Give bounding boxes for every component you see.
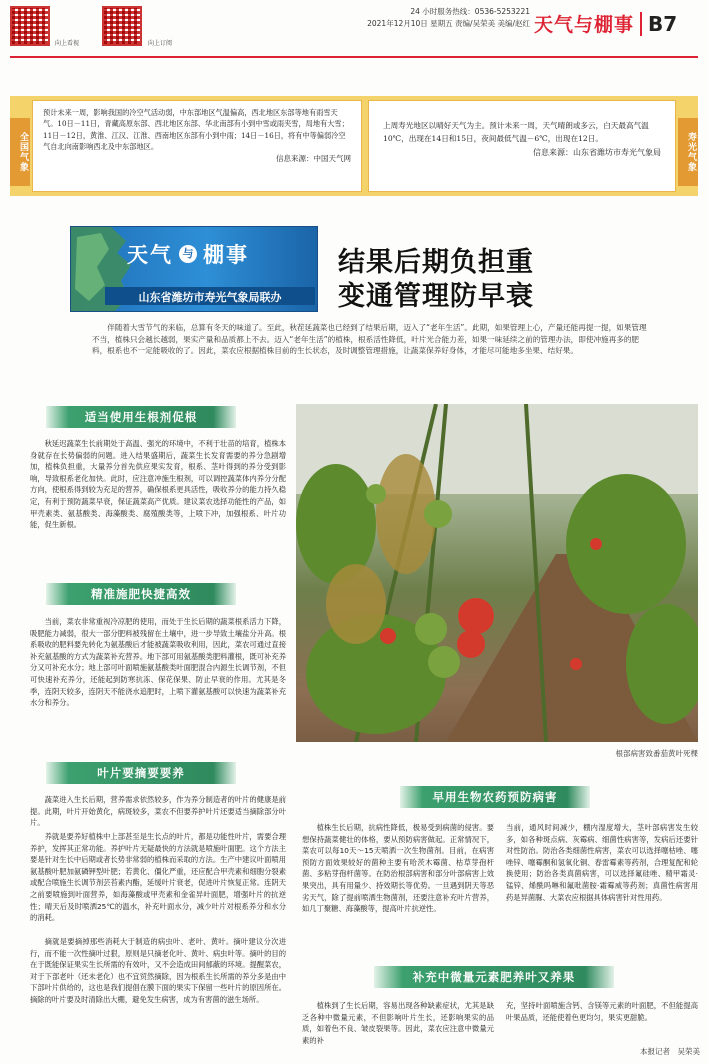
hotline: 24 小时服务热线：0536-5253221 (410, 7, 530, 16)
national-weather-tag: 全国气象 (10, 118, 30, 186)
intro-paragraph: 伴随着大雪节气的来临，总算有冬天的味道了。至此，秋茬延蔬菜也已经到了结果后期，迈入了“老年生活”。此期，如果管理上心，产量还能再提一提，如果管理不当，植株只会越长越弱，果实产量和品质都上不去。迈入“老年生活”的植株，根系活性降低，叶片光合能力差，如果一味延续之前的管理办法，即使冲施再多的肥料，根系也不一定能吸收的了。因此，菜农应根据植株目前的生长状态，及时调整管理措施，让蔬菜保养好身体，才能尽可能地多坐果、结好果。 (92, 323, 647, 355)
body-rooting-agent: 秋延迟蔬菜生长前期处于高温、强光的环境中，不利于壮苗的培育，植株本身就存在长势偏弱的问题。进入结果盛期后，蔬菜生长发育需要的养分急剧增加，植株负担重，大量养分首先供应果实发育，根系、茎叶得到的养分受到影响，导致根系老化加快。此时，应注意冲施生根剂，可以调控蔬菜体内养分分配方向，使根系得到较为充足的营养，确保根系更具活性，吸收养分的能力持久稳定，有利于预防蔬菜早衰，保证蔬菜高产优质。建议菜农选择功能性的产品，如甲壳素类、氨基酸类、海藻酸类、腐殖酸类等，上喷下冲，加强根系、叶片功能，促生新根。 (30, 439, 286, 530)
qr-code-2[interactable] (102, 6, 142, 46)
body-micronutrients-col2: 充，坚持叶面喷施含钙、含镁等元素的叶面肥，不但能提高叶果品质，还能使着色更均匀，果实更甜脆。 (506, 1001, 698, 1022)
headline (338, 246, 678, 314)
headline-line-2: 变通管理防早衰 (338, 281, 534, 312)
body-bio-pesticide-col1: 植株生长后期，抗病性降低，极易受到病菌的侵害。要想保持蔬菜健壮的体格，要从预防病害做起。正常情况下，菜农可以每10天～15天喷洒一次生物菌剂。目前，在病害预防方面效果较好的菌种主要有哈茨木霉菌、枯草芽孢杆菌、多粘芽孢杆菌等。在防治根部病害和部分叶部病害上效果突出，具有用量少、持效期长等优势。一旦遇到阴天等恶劣天气，除了提前喷洒生物菌剂，还要注意补充叶片营养，如几丁聚糖、海藻酸等，提高叶片抗逆性。 (302, 823, 494, 914)
dateline: 2021年12月10日 星期五 责编/吴荣美 美编/赵红 (367, 19, 530, 28)
section-title: 天气与棚事 (534, 14, 635, 36)
qr-code-icon (10, 6, 50, 46)
subhead-micronutrients: 补充中微量元素肥养叶又养果 (374, 966, 614, 988)
page-number: B7 (640, 12, 677, 36)
qr-label-1: 向上看视 (55, 40, 80, 47)
tomato-plant-illustration (296, 404, 698, 742)
tomato-photo (296, 404, 698, 742)
subhead-bio-pesticide: 早用生物农药预防病害 (400, 786, 590, 808)
section-header (534, 10, 677, 37)
body-bio-pesticide-col2: 当前，通风时间减少，棚内湿度增大，茎叶部病害发生较多，如各种斑点病、灰霉病、细菌性病害等，发病后还要针对性防治。防治各类细菌性病害，菜农可以选择噻枯唑、噻唑锌、噻霉酮和氢氧化铜、春雷霉素等药剂，合理复配和轮换使用；防治各类真菌病害，可以选择氟硅唑、精甲霜灵·锰锌、烯酰吗啉和氟吡菌胺·霜霉威等药剂；真菌性病害用药是异菌脲、大菜农应根据具体病害针对性用药。 (506, 823, 698, 902)
banner-title (127, 239, 249, 269)
local-forecast-text: 上周寿光地区以晴好天气为主。预计未来一周，天气晴朗或多云，白天最高气温10℃，出现在14日和15日，夜间最低气温－6℃，出现在12日。 (383, 121, 649, 143)
subhead-rooting-agent: 适当使用生根剂促根 (46, 406, 236, 428)
banner-subtitle: 山东省潍坊市寿光气象局联办 (138, 291, 282, 304)
byline: 本报记者 吴荣美 (640, 1047, 700, 1056)
national-forecast-text: 预计未来一周，影响我国的冷空气活动弱，中东部地区气温偏高，西北地区东部等地有雨雪天气。10日－11日，青藏高原东部、西北地区东部、华北南部有小到中雪或雨夹雪，局地有大雪；11日－12日，黄淮、江汉、江淮、西南地区东部有小到中雨；14日－16日，将有中等偏弱冷空气自北向南影响西北及中东部地区。 (43, 108, 349, 152)
body-precise-fertilizer: 当前，菜农非常重视冷凉肥的使用，而处于生长后期的蔬菜根系活力下降，吸肥能力减弱，很大一部分肥料被残留在土壤中，进一步导致土壤盐分升高。根系吸收的肥料要先转化为氨基酸后才能被蔬菜吸收利用，因此，菜农可通过直接补充氨基酸的方式为蔬菜补充营养。地下部可用氨基酸类肥料灌根，既可补充养分又可补充水分；地上部可叶面喷施氨基酸类叶面肥混合内源生长调节剂，不但可快速补充养分，还能起到防寒抗冻、保花保果、防止早衰的作用。尤其是冬季，连阴天较多，连阴天不能浇水追肥时，上喷下灌氨基酸可以快速为蔬菜补充水分和养分。 (30, 617, 286, 708)
banner-title-a: 天气 (127, 243, 173, 267)
body-leaf-care-1: 蔬菜进入生长后期，营养需求依然较多，作为养分制造者的叶片的健康是前提。此期，叶片开始黄化，病斑较多，菜农不但要养护叶片还要适当摘除部分叶片。 (30, 795, 286, 828)
body-micronutrients-col1: 植株到了生长后期，容易出现各种缺素症状，尤其是缺乏各种中微量元素，不但影响叶片生长，还影响果实的品质，如着色不良、皱皮裂果等。因此，菜农应注意中微量元素的补 (302, 1001, 494, 1045)
photo-caption: 根部病害致番茄黄叶死棵 (615, 749, 698, 758)
qr-code-icon (102, 6, 142, 46)
column-banner (70, 226, 318, 312)
header-info (330, 6, 530, 30)
banner-title-b: 棚事 (203, 243, 249, 267)
header-rule (10, 56, 698, 58)
body-leaf-care-2: 养就是要养好植株中上部甚至是生长点的叶片，都是功能性叶片，需要合理养护，发挥其正常功能。养护叶片无疑最快的方法就是喷施叶面肥。这个方法主要是针对生长中后期或者长势非常弱的植株而采取的方法。生产中建议叶面喷用氨基酸叶肥加氨磷钾型叶肥；若黄化、僵化严重，还应配合甲壳素和细胞分裂素或配合喷施生长调节剂芸苔素内酯，延缓叶片衰老，促进叶片恢复正常。连阴天之前要喷施到叶面营养，如海藻酸或甲壳素和金雀异叶面肥，增强叶片的抗逆性；晴天后及时喷洒25℃的温水，补充叶面水分，减少叶片对根系养分和水分的消耗。 (30, 832, 286, 923)
shouguang-weather-tag: 寿光气象 (678, 118, 698, 186)
local-forecast-source: 信息来源：山东省潍坊市寿光气象局 (533, 148, 661, 157)
qr-label-2: 向上订阅 (148, 40, 173, 47)
headline-line-1: 结果后期负担重 (338, 247, 534, 278)
subhead-precise-fertilizer: 精准施肥快捷高效 (46, 583, 236, 605)
national-forecast-source: 信息来源：中国天气网 (276, 153, 351, 163)
banner-link-badge: 与 (179, 245, 197, 263)
body-leaf-care-3: 摘就是要摘掉那些消耗大于制造的病虫叶、老叶、黄叶。摘叶建议分次进行，而不能一次性摘叶过狠，原则是只摘老化叶、黄叶、病虫叶等。摘叶的目的在于既能保证果实生长所需的有效叶，又不会造成田间郁蔽的环境。提醒菜农，对于下部老叶（还未老化）也不宜贸然摘除，因为根系生长所需的养分多是由中下部叶片供给的，这也是我们提倡在膜下面的果实下保留一些叶片的原因所在。摘除的叶片要及时清除出大棚，避免发生病害，成为有害菌的滋生场所。 (30, 937, 286, 1004)
banner-subtitle-bar (105, 287, 315, 305)
local-forecast-box (368, 100, 676, 192)
qr-code-1[interactable] (10, 6, 50, 46)
subhead-leaf-care: 叶片要摘要要养 (46, 762, 236, 784)
national-forecast-box (32, 100, 362, 192)
